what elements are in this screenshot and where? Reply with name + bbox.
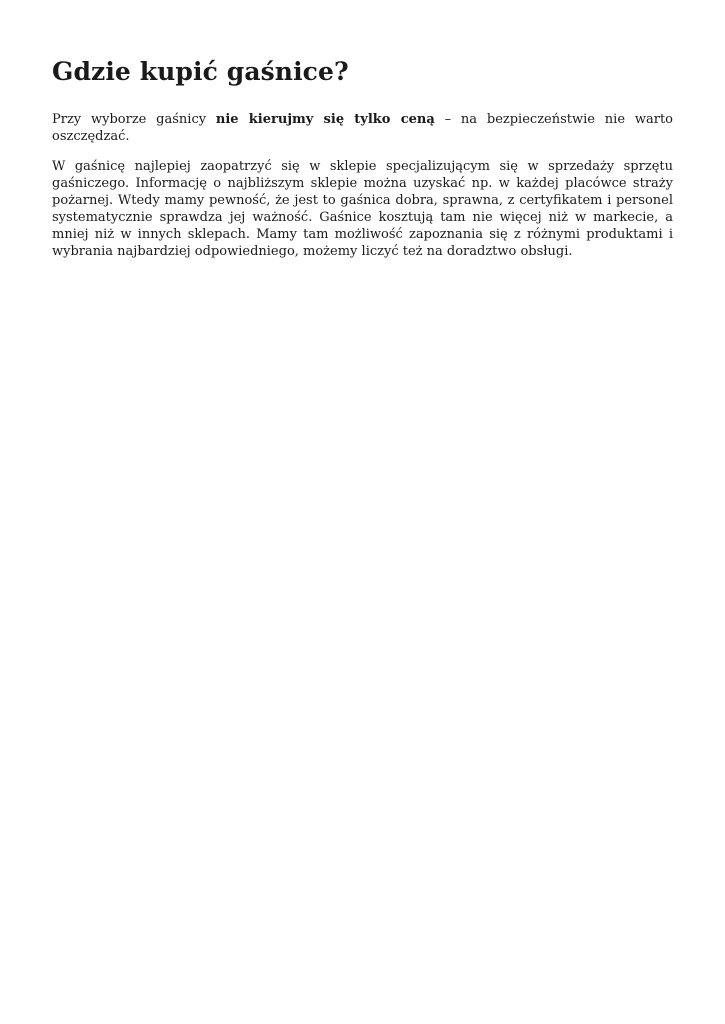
body-paragraph: W gaśnicę najlepiej zaopatrzyć się w sklepie specjalizującym się w sprzedaży sprzętu gaśniczego. Informację o najbliższym sklepie można uzyskać np. w każdej placówce straży pożarnej. Wtedy mamy pewność, że jest to gaśnica dobra, sprawna, z certyfikatem i personel systematycznie sprawdza jej ważność. Gaśnice kosztują tam nie więcej niż w markecie, a mniej niż w innych sklepach. Mamy tam możliwość zapoznania się z różnymi produktami i wybrania najbardziej odpowiedniego, możemy liczyć też na doradztwo obsługi. xyxy=(52,159,673,259)
page-title: Gdzie kupić gaśnice? xyxy=(52,57,349,86)
intro-text-after: – na bezpieczeństwie nie warto oszczędzać. xyxy=(52,112,674,144)
document-page xyxy=(52,55,673,273)
intro-paragraph xyxy=(52,111,673,145)
intro-text-before: Przy wyborze gaśnicy xyxy=(52,112,216,127)
intro-bold-text: nie kierujmy się tylko ceną xyxy=(215,112,435,127)
